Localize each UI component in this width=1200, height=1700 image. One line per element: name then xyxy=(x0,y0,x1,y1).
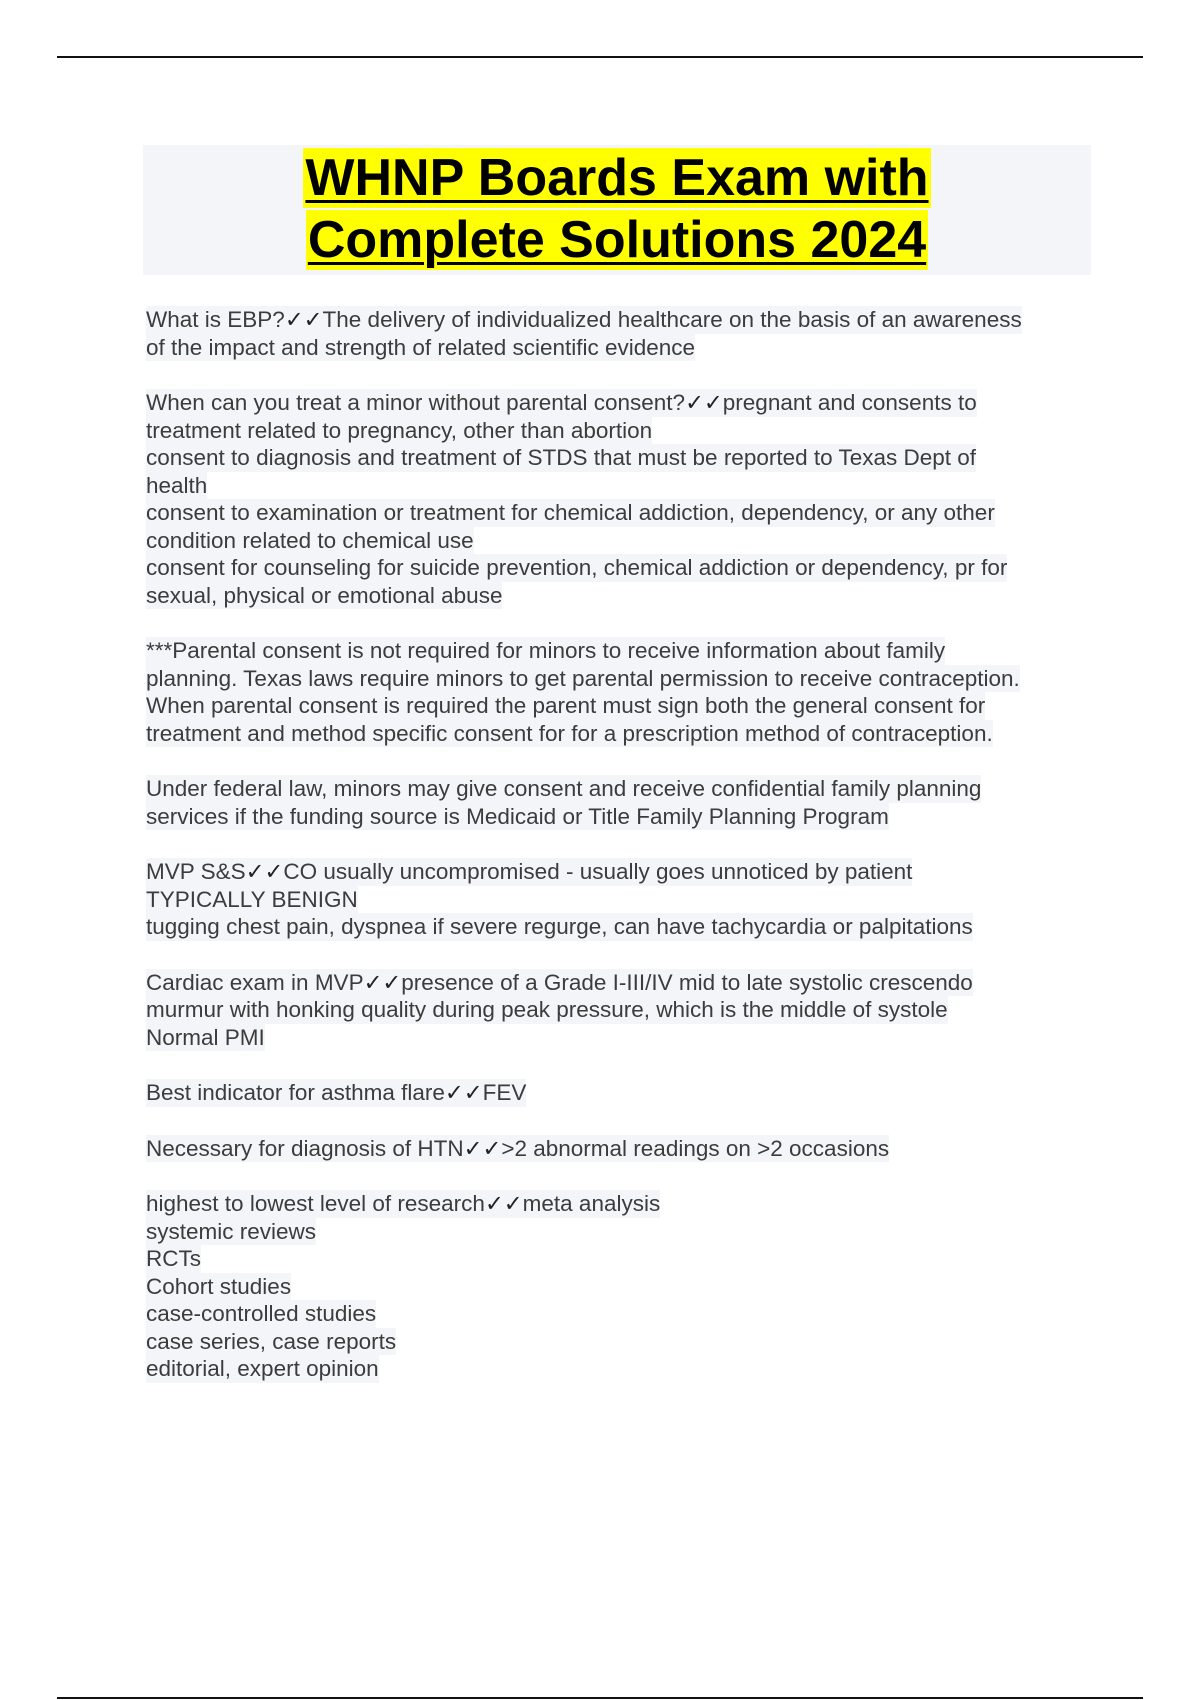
answer-line: consent to diagnosis and treatment of STDS that must be reported to Texas Dept of xyxy=(146,445,977,470)
qa-first-line xyxy=(146,1190,660,1218)
question-text: What is EBP? xyxy=(146,307,285,332)
answer-line: When parental consent is required the parent must sign both the general consent for xyxy=(146,693,986,718)
answer-line: treatment related to pregnancy, other than abortion xyxy=(146,417,653,443)
answer-line: editorial, expert opinion xyxy=(146,1356,379,1381)
answer-text: meta analysis xyxy=(522,1191,661,1216)
answer-line: Under federal law, minors may give consent and receive confidential family planning xyxy=(146,776,982,801)
question-text: Cardiac exam in MVP xyxy=(146,969,364,995)
page-title-line-1: WHNP Boards Exam with xyxy=(305,149,929,207)
answer-line: systemic reviews xyxy=(146,1218,317,1244)
check-mark-icon: ✓✓ xyxy=(245,859,284,884)
answer-line: planning. Texas laws require minors to get parental permission to receive contraception. xyxy=(146,665,1020,691)
title-band xyxy=(143,145,1091,275)
qa-item xyxy=(146,389,1106,609)
answer-line: RCTs xyxy=(146,1246,201,1271)
answer-line: services if the funding source is Medicaid or Title Family Planning Program xyxy=(146,803,889,829)
answer-line: health xyxy=(146,472,208,498)
check-mark-icon: ✓✓ xyxy=(685,390,723,415)
qa-first-line xyxy=(146,858,912,886)
qa-item xyxy=(146,1135,1106,1163)
qa-item xyxy=(146,969,1106,1052)
question-text: Best indicator for asthma flare xyxy=(146,1080,445,1105)
qa-item xyxy=(146,1079,1106,1107)
answer-text: >2 abnormal readings on >2 occasions xyxy=(501,1135,890,1161)
answer-line: Normal PMI xyxy=(146,1024,265,1050)
check-mark-icon: ✓✓ xyxy=(444,1080,483,1105)
answer-line: condition related to chemical use xyxy=(146,527,474,553)
qa-content xyxy=(146,306,1106,1411)
qa-first-line xyxy=(146,1135,889,1163)
answer-text: CO usually uncompromised - usually goes unnoticed by patient xyxy=(283,859,913,884)
qa-item xyxy=(146,1190,1106,1383)
qa-item xyxy=(146,306,1106,361)
answer-line: ***Parental consent is not required for minors to receive information about family xyxy=(146,638,946,663)
answer-text: pregnant and consents to xyxy=(722,390,977,415)
check-mark-icon: ✓✓ xyxy=(284,307,323,332)
answer-line: murmur with honking quality during peak pressure, which is the middle of systole xyxy=(146,997,948,1022)
question-text: MVP S&S xyxy=(146,859,246,884)
answer-text: presence of a Grade I-III/IV mid to late systolic crescendo xyxy=(401,969,973,995)
qa-item xyxy=(146,858,1106,941)
qa-first-line xyxy=(146,389,977,417)
answer-line: consent to examination or treatment for chemical addiction, dependency, or any other xyxy=(146,500,995,525)
answer-line: tugging chest pain, dyspnea if severe regurge, can have tachycardia or palpitations xyxy=(146,914,973,939)
answer-line: Cohort studies xyxy=(146,1273,292,1299)
answer-line: sexual, physical or emotional abuse xyxy=(146,582,503,608)
question-text: Necessary for diagnosis of HTN xyxy=(146,1135,464,1161)
answer-text: FEV xyxy=(482,1080,527,1105)
qa-item xyxy=(146,775,1106,830)
bottom-rule xyxy=(57,1697,1143,1699)
check-mark-icon: ✓✓ xyxy=(363,969,402,995)
answer-line: of the impact and strength of related scientific evidence xyxy=(146,334,696,360)
page-title-line-2: Complete Solutions 2024 xyxy=(307,211,927,269)
qa-first-line xyxy=(146,969,973,997)
answer-line: case series, case reports xyxy=(146,1328,397,1354)
answer-text: The delivery of individualized healthcare on the basis of an awareness xyxy=(322,307,1022,332)
top-rule xyxy=(57,56,1143,58)
answer-line: TYPICALLY BENIGN xyxy=(146,886,358,912)
answer-line: consent for counseling for suicide prevention, chemical addiction or dependency, pr for xyxy=(146,555,1008,580)
question-text: When can you treat a minor without parental consent? xyxy=(146,390,686,415)
qa-first-line xyxy=(146,1079,526,1107)
qa-item xyxy=(146,637,1106,747)
qa-first-line xyxy=(146,306,1022,334)
check-mark-icon: ✓✓ xyxy=(484,1191,523,1216)
question-text: highest to lowest level of research xyxy=(146,1191,485,1216)
check-mark-icon: ✓✓ xyxy=(463,1135,502,1161)
answer-line: case-controlled studies xyxy=(146,1301,377,1326)
answer-line: treatment and method specific consent for for a prescription method of contraception. xyxy=(146,720,993,746)
